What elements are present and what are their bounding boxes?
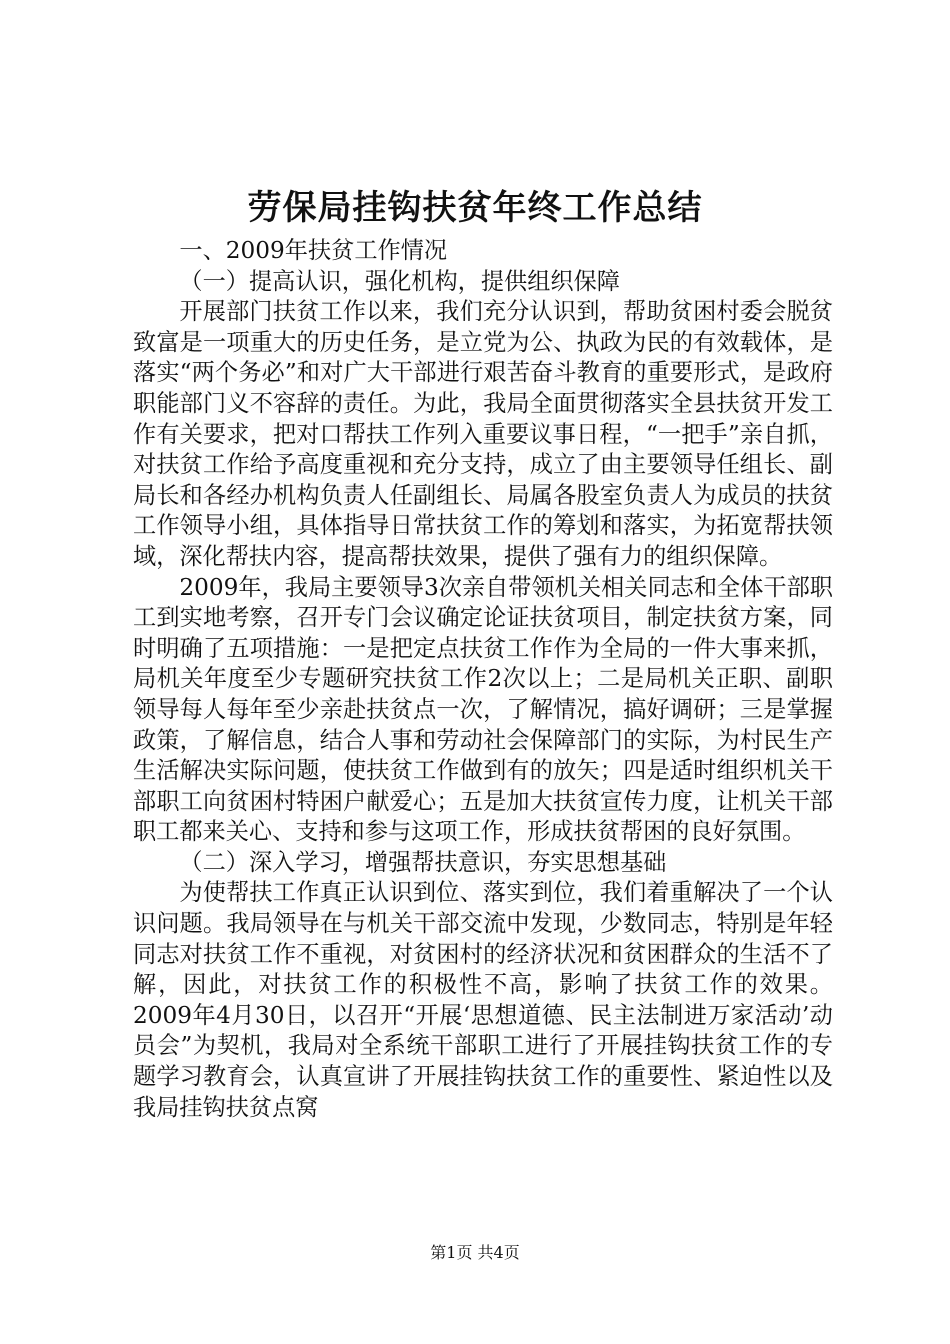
subsection-heading: （一）提高认识，强化机构，提供组织保障 [179,267,620,295]
body-paragraph: 开展部门扶贫工作以来，我们充分认识到，帮助贫困村委会脱贫致富是一项重大的历史任务，是立党为公、执政为民的有效载体，是落实“两个务必”和对广大干部进行艰苦奋斗教育的重要形式，是政府职能部门义不容辞的责任。为此，我局全面贯彻落实全县扶贫开发工作有关要求，把对口帮扶工作列入重要议事日程，“一把手”亲自抓，对扶贫工作给予高度重视和充分支持，成立了由主要领导任组长、副局长和各经办机构负责人任副组长、局属各股室负责人为成员的扶贫工作领导小组，具体指导日常扶贫工作的筹划和落实，为拓宽帮扶领域，深化帮扶内容，提高帮扶效果，提供了强有力的组织保障。 [133,298,833,570]
page-footer: 第1页 共4页 [430,1243,520,1262]
body-paragraph: 为使帮扶工作真正认识到位、落实到位，我们着重解决了一个认识问题。我局领导在与机关干部交流中发现，少数同志，特别是年轻同志对扶贫工作不重视，对贫困村的经济状况和贫困群众的生活不了解，因此，对扶贫工作的积极性不高，影响了扶贫工作的效果。2009年4月30日，以召开“开展‘思想道德、民主法制进万家活动’动员会”为契机，我局对全系统干部职工进行了开展挂钩扶贫工作的专题学习教育会，认真宣讲了开展挂钩扶贫工作的重要性、紧迫性以及我局挂钩扶贫点窝 [133,879,833,1121]
subsection-heading: （二）深入学习，增强帮扶意识，夯实思想基础 [179,848,667,876]
document-title: 劳保局挂钩扶贫年终工作总结 [247,188,703,228]
document-body [133,236,833,1123]
section-heading: 一、2009年扶贫工作情况 [179,237,448,264]
body-paragraph: 2009年，我局主要领导3次亲自带领机关相关同志和全体干部职工到实地考察，召开专门会议确定论证扶贫项目，制定扶贫方案，同时明确了五项措施：一是把定点扶贫工作作为全局的一件大事来抓，局机关年度至少专题研究扶贫工作2次以上；二是局机关正职、副职领导每人每年至少亲赴扶贫点一次，了解情况，搞好调研；三是掌握政策，了解信息，结合人事和劳动社会保障部门的实际，为村民生产生活解决实际问题，使扶贫工作做到有的放矢；四是适时组织机关干部职工向贫困村特困户献爱心；五是加大扶贫宣传力度，让机关干部职工都来关心、支持和参与这项工作，形成扶贫帮困的良好氛围。 [133,573,833,846]
